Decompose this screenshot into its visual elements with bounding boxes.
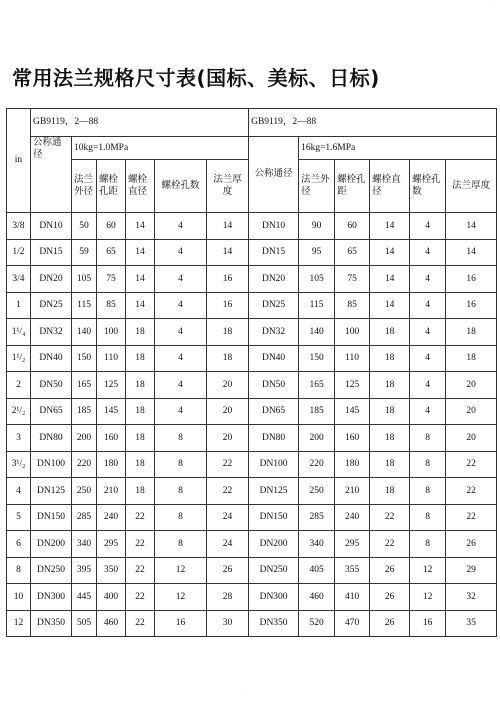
table-row — [7, 584, 497, 611]
table-row — [7, 557, 497, 584]
inch-size-cell: 8 — [7, 557, 31, 584]
right-value-cell: 200 — [299, 425, 335, 452]
right-value-cell: 32 — [446, 584, 497, 611]
right-value-cell: 8 — [410, 425, 446, 452]
right-header-bolt-pcd: 螺栓孔距 — [335, 160, 370, 213]
table-row — [7, 345, 497, 372]
right-value-cell: 8 — [410, 478, 446, 505]
left-value-cell: 12 — [155, 557, 207, 584]
right-value-cell: 22 — [370, 531, 410, 558]
left-value-cell: 8 — [155, 425, 207, 452]
left-value-cell: 12 — [155, 584, 207, 611]
left-value-cell: 8 — [155, 504, 207, 531]
left-value-cell: 26 — [207, 557, 249, 584]
inch-size-cell: 10 — [7, 584, 31, 611]
left-value-cell: 250 — [72, 478, 97, 505]
table-row — [7, 478, 497, 505]
left-value-cell: 110 — [97, 345, 126, 372]
left-value-cell: DN150 — [31, 504, 72, 531]
right-value-cell: 285 — [299, 504, 335, 531]
left-value-cell: DN100 — [31, 451, 72, 478]
left-value-cell: 18 — [126, 478, 155, 505]
table-row — [7, 504, 497, 531]
left-value-cell: 60 — [97, 213, 126, 240]
left-value-cell: 395 — [72, 557, 97, 584]
left-value-cell: 22 — [126, 504, 155, 531]
left-value-cell: 22 — [207, 451, 249, 478]
left-value-cell: 240 — [97, 504, 126, 531]
right-value-cell: 14 — [370, 239, 410, 266]
left-value-cell: 220 — [72, 451, 97, 478]
left-value-cell: 24 — [207, 504, 249, 531]
inch-size-cell: 1¹/₂ — [7, 345, 31, 372]
right-value-cell: 35 — [446, 610, 497, 637]
inch-size-cell: 3/4 — [7, 266, 31, 293]
left-value-cell: 14 — [126, 266, 155, 293]
right-value-cell: DN100 — [249, 451, 299, 478]
table-row — [7, 451, 497, 478]
left-value-cell: 4 — [155, 292, 207, 319]
left-value-cell: 18 — [126, 451, 155, 478]
left-value-cell: DN32 — [31, 319, 72, 346]
right-value-cell: 4 — [410, 239, 446, 266]
left-header-bolt-dia: 螺栓直径 — [126, 160, 155, 213]
left-header-flange-od: 法兰外径 — [72, 160, 97, 213]
left-value-cell: DN125 — [31, 478, 72, 505]
right-value-cell: DN80 — [249, 425, 299, 452]
right-value-cell: 145 — [335, 398, 370, 425]
left-pressure: 10kg=1.0MPa — [72, 137, 249, 160]
left-value-cell: 18 — [207, 345, 249, 372]
right-standard: GB9119，2—88 — [249, 109, 497, 137]
left-value-cell: 16 — [207, 266, 249, 293]
left-value-cell: 30 — [207, 610, 249, 637]
right-value-cell: DN25 — [249, 292, 299, 319]
corner-mark: … — [487, 4, 490, 8]
left-value-cell: 4 — [155, 372, 207, 399]
left-value-cell: 295 — [97, 531, 126, 558]
right-value-cell: DN125 — [249, 478, 299, 505]
unit-header: in — [7, 109, 31, 213]
left-value-cell: 8 — [155, 478, 207, 505]
right-value-cell: 185 — [299, 398, 335, 425]
right-header-bolt-dia: 螺栓直径 — [370, 160, 410, 213]
left-value-cell: 185 — [72, 398, 97, 425]
left-standard: GB9119，2—88 — [31, 109, 249, 137]
left-value-cell: 210 — [97, 478, 126, 505]
right-value-cell: 4 — [410, 372, 446, 399]
left-value-cell: DN350 — [31, 610, 72, 637]
left-value-cell: 22 — [126, 584, 155, 611]
right-value-cell: 60 — [335, 213, 370, 240]
right-value-cell: 470 — [335, 610, 370, 637]
left-value-cell: 460 — [97, 610, 126, 637]
table-row — [7, 213, 497, 240]
table-row — [7, 292, 497, 319]
right-value-cell: 26 — [370, 557, 410, 584]
table-row — [7, 610, 497, 637]
right-value-cell: 26 — [370, 584, 410, 611]
right-pressure: 16kg=1.6MPa — [299, 137, 497, 160]
right-value-cell: 26 — [446, 531, 497, 558]
right-value-cell: 18 — [370, 372, 410, 399]
left-value-cell: 4 — [155, 398, 207, 425]
table-row — [7, 531, 497, 558]
inch-size-cell: 1/2 — [7, 239, 31, 266]
left-value-cell: 50 — [72, 213, 97, 240]
left-value-cell: 105 — [72, 266, 97, 293]
inch-size-cell: 2 — [7, 372, 31, 399]
left-value-cell: 18 — [126, 425, 155, 452]
right-value-cell: 18 — [446, 345, 497, 372]
right-value-cell: 22 — [446, 504, 497, 531]
right-value-cell: 14 — [446, 213, 497, 240]
right-value-cell: 520 — [299, 610, 335, 637]
inch-size-cell: 1 — [7, 292, 31, 319]
left-value-cell: DN80 — [31, 425, 72, 452]
left-value-cell: 22 — [126, 610, 155, 637]
right-value-cell: DN10 — [249, 213, 299, 240]
left-value-cell: 24 — [207, 531, 249, 558]
table-row — [7, 239, 497, 266]
right-value-cell: 14 — [446, 239, 497, 266]
right-value-cell: 14 — [370, 266, 410, 293]
right-value-cell: 150 — [299, 345, 335, 372]
right-value-cell: 12 — [410, 584, 446, 611]
right-value-cell: 95 — [299, 239, 335, 266]
right-header-nominal: 公称通径 — [249, 137, 299, 213]
left-value-cell: DN25 — [31, 292, 72, 319]
left-value-cell: 20 — [207, 425, 249, 452]
flange-spec-table — [6, 108, 497, 637]
right-value-cell: 14 — [370, 213, 410, 240]
left-value-cell: 145 — [97, 398, 126, 425]
right-value-cell: 75 — [335, 266, 370, 293]
right-value-cell: 250 — [299, 478, 335, 505]
inch-size-cell: 3 — [7, 425, 31, 452]
right-value-cell: 16 — [446, 292, 497, 319]
left-value-cell: 400 — [97, 584, 126, 611]
inch-size-cell: 12 — [7, 610, 31, 637]
left-value-cell: 16 — [207, 292, 249, 319]
left-value-cell: 4 — [155, 239, 207, 266]
right-value-cell: DN350 — [249, 610, 299, 637]
right-value-cell: 8 — [410, 531, 446, 558]
inch-size-cell: 5 — [7, 504, 31, 531]
right-value-cell: DN300 — [249, 584, 299, 611]
left-value-cell: 200 — [72, 425, 97, 452]
right-value-cell: 12 — [410, 557, 446, 584]
left-value-cell: 16 — [155, 610, 207, 637]
right-value-cell: 18 — [446, 319, 497, 346]
right-value-cell: DN32 — [249, 319, 299, 346]
left-header-bolt-count: 螺栓孔数 — [155, 160, 207, 213]
right-value-cell: 22 — [446, 451, 497, 478]
right-value-cell: DN20 — [249, 266, 299, 293]
right-value-cell: 460 — [299, 584, 335, 611]
right-value-cell: DN40 — [249, 345, 299, 372]
left-value-cell: DN20 — [31, 266, 72, 293]
inch-size-cell: 1¹/₄ — [7, 319, 31, 346]
left-header-nominal: 公称通径 — [31, 137, 72, 213]
left-value-cell: 4 — [155, 213, 207, 240]
inch-size-cell: 3¹/₂ — [7, 451, 31, 478]
right-value-cell: 110 — [335, 345, 370, 372]
left-value-cell: 505 — [72, 610, 97, 637]
right-value-cell: 4 — [410, 213, 446, 240]
right-value-cell: 140 — [299, 319, 335, 346]
left-header-thickness: 法兰厚度 — [207, 160, 249, 213]
right-header-thickness: 法兰厚度 — [446, 160, 497, 213]
right-value-cell: 4 — [410, 266, 446, 293]
left-value-cell: 445 — [72, 584, 97, 611]
right-value-cell: 29 — [446, 557, 497, 584]
left-value-cell: 22 — [126, 557, 155, 584]
right-value-cell: 180 — [335, 451, 370, 478]
right-value-cell: DN50 — [249, 372, 299, 399]
left-value-cell: 20 — [207, 372, 249, 399]
inch-size-cell: 6 — [7, 531, 31, 558]
right-value-cell: 18 — [370, 398, 410, 425]
right-value-cell: 125 — [335, 372, 370, 399]
right-value-cell: 20 — [446, 398, 497, 425]
right-value-cell: 22 — [446, 478, 497, 505]
left-value-cell: 75 — [97, 266, 126, 293]
left-value-cell: 8 — [155, 451, 207, 478]
right-value-cell: 115 — [299, 292, 335, 319]
left-header-bolt-pcd: 螺栓孔距 — [97, 160, 126, 213]
right-value-cell: 220 — [299, 451, 335, 478]
right-value-cell: 165 — [299, 372, 335, 399]
left-value-cell: 350 — [97, 557, 126, 584]
page-title: 常用法兰规格尺寸表(国标、美标、日标) — [12, 66, 380, 90]
left-value-cell: 4 — [155, 345, 207, 372]
left-value-cell: 59 — [72, 239, 97, 266]
table-row — [7, 266, 497, 293]
right-value-cell: 410 — [335, 584, 370, 611]
left-value-cell: 85 — [97, 292, 126, 319]
right-value-cell: 14 — [370, 292, 410, 319]
left-value-cell: 14 — [207, 239, 249, 266]
right-value-cell: 405 — [299, 557, 335, 584]
right-value-cell: 4 — [410, 292, 446, 319]
right-value-cell: 100 — [335, 319, 370, 346]
left-value-cell: DN200 — [31, 531, 72, 558]
right-header-bolt-count: 螺栓孔数 — [410, 160, 446, 213]
left-value-cell: 65 — [97, 239, 126, 266]
right-value-cell: 22 — [370, 504, 410, 531]
right-value-cell: 85 — [335, 292, 370, 319]
left-value-cell: 22 — [207, 478, 249, 505]
right-value-cell: 340 — [299, 531, 335, 558]
right-value-cell: 26 — [370, 610, 410, 637]
left-value-cell: 115 — [72, 292, 97, 319]
left-value-cell: 340 — [72, 531, 97, 558]
footer-mark: … — [243, 692, 246, 696]
right-value-cell: 18 — [370, 451, 410, 478]
left-value-cell: DN250 — [31, 557, 72, 584]
left-value-cell: 150 — [72, 345, 97, 372]
left-value-cell: 140 — [72, 319, 97, 346]
right-value-cell: 18 — [370, 478, 410, 505]
right-value-cell: 4 — [410, 319, 446, 346]
left-value-cell: DN50 — [31, 372, 72, 399]
right-value-cell: 16 — [410, 610, 446, 637]
left-value-cell: 18 — [126, 398, 155, 425]
right-value-cell: 295 — [335, 531, 370, 558]
table-row — [7, 398, 497, 425]
right-value-cell: DN65 — [249, 398, 299, 425]
right-value-cell: DN15 — [249, 239, 299, 266]
inch-size-cell: 2¹/₂ — [7, 398, 31, 425]
right-value-cell: 16 — [446, 266, 497, 293]
right-value-cell: 240 — [335, 504, 370, 531]
left-value-cell: 165 — [72, 372, 97, 399]
table-row — [7, 372, 497, 399]
right-value-cell: 8 — [410, 504, 446, 531]
right-value-cell: 90 — [299, 213, 335, 240]
left-value-cell: 28 — [207, 584, 249, 611]
standard-row — [7, 109, 497, 137]
right-value-cell: 65 — [335, 239, 370, 266]
right-value-cell: 20 — [446, 425, 497, 452]
left-value-cell: 125 — [97, 372, 126, 399]
right-value-cell: 160 — [335, 425, 370, 452]
left-value-cell: 18 — [126, 319, 155, 346]
left-value-cell: DN10 — [31, 213, 72, 240]
left-value-cell: DN300 — [31, 584, 72, 611]
left-value-cell: 14 — [126, 292, 155, 319]
left-value-cell: 285 — [72, 504, 97, 531]
left-value-cell: 4 — [155, 319, 207, 346]
right-value-cell: 18 — [370, 345, 410, 372]
left-value-cell: 18 — [207, 319, 249, 346]
left-value-cell: DN65 — [31, 398, 72, 425]
left-value-cell: 18 — [126, 345, 155, 372]
left-value-cell: 22 — [126, 531, 155, 558]
right-value-cell: 18 — [370, 319, 410, 346]
inch-size-cell: 3/8 — [7, 213, 31, 240]
left-value-cell: 18 — [126, 372, 155, 399]
left-value-cell: 180 — [97, 451, 126, 478]
left-value-cell: 100 — [97, 319, 126, 346]
table-row — [7, 425, 497, 452]
right-value-cell: 4 — [410, 398, 446, 425]
left-value-cell: 20 — [207, 398, 249, 425]
right-value-cell: DN250 — [249, 557, 299, 584]
right-value-cell: 210 — [335, 478, 370, 505]
right-value-cell: 20 — [446, 372, 497, 399]
left-value-cell: 14 — [207, 213, 249, 240]
left-value-cell: 14 — [126, 213, 155, 240]
right-header-flange-od: 法兰外径 — [299, 160, 335, 213]
left-value-cell: 8 — [155, 531, 207, 558]
right-value-cell: 355 — [335, 557, 370, 584]
pressure-row — [7, 137, 497, 160]
right-value-cell: 105 — [299, 266, 335, 293]
table-row — [7, 319, 497, 346]
right-value-cell: 4 — [410, 345, 446, 372]
left-value-cell: 160 — [97, 425, 126, 452]
inch-size-cell: 4 — [7, 478, 31, 505]
right-value-cell: 8 — [410, 451, 446, 478]
right-value-cell: DN150 — [249, 504, 299, 531]
right-value-cell: DN200 — [249, 531, 299, 558]
left-value-cell: 4 — [155, 266, 207, 293]
right-value-cell: 18 — [370, 425, 410, 452]
left-value-cell: DN15 — [31, 239, 72, 266]
left-value-cell: 14 — [126, 239, 155, 266]
left-value-cell: DN40 — [31, 345, 72, 372]
